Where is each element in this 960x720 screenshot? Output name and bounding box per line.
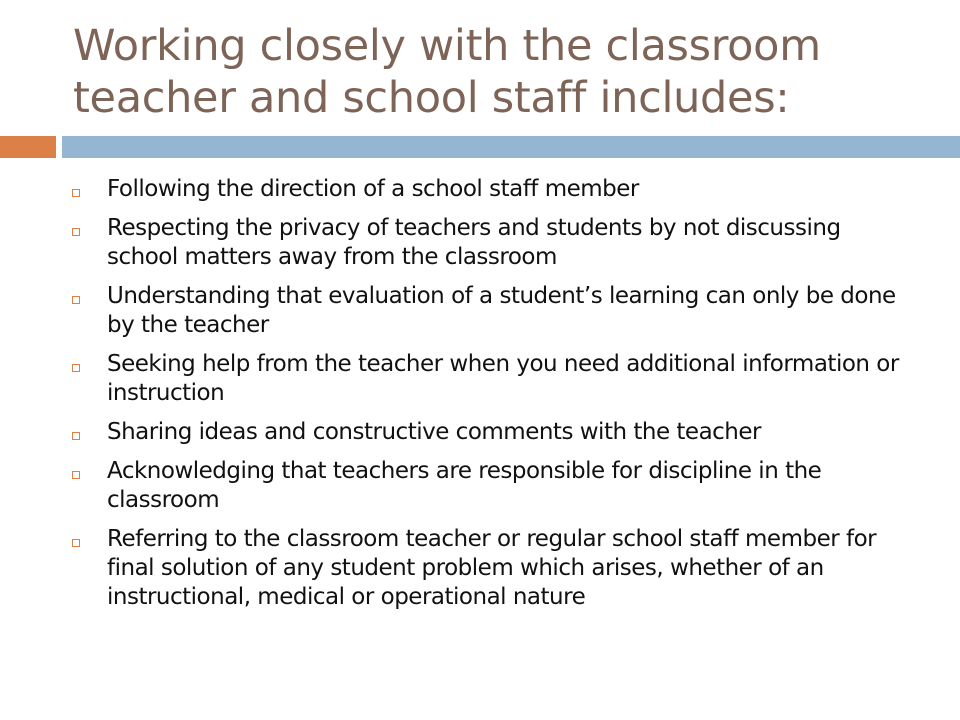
list-item: [72, 214, 912, 272]
bullet-list: [72, 175, 912, 622]
slide-title: [73, 20, 943, 124]
bullet-text: Referring to the classroom teacher or regular school staff member for final solution of any student problem which arises, whether of an instructional, medical or operational nature: [107, 526, 877, 610]
bullet-text: Understanding that evaluation of a student’s learning can only be done by the teacher: [107, 283, 896, 338]
title-accent-bar: [0, 136, 56, 158]
list-item: [72, 457, 912, 515]
hollow-square-bullet-icon: [72, 539, 80, 547]
bullet-text: Sharing ideas and constructive comments with the teacher: [107, 419, 761, 445]
hollow-square-bullet-icon: [72, 228, 80, 236]
list-item: [72, 175, 912, 204]
hollow-square-bullet-icon: [72, 471, 80, 479]
bullet-text: Acknowledging that teachers are responsible for discipline in the classroom: [107, 458, 822, 513]
list-item: [72, 350, 912, 408]
hollow-square-bullet-icon: [72, 296, 80, 304]
bullet-text: Respecting the privacy of teachers and students by not discussing school matters away from the classroom: [107, 215, 841, 270]
hollow-square-bullet-icon: [72, 189, 80, 197]
list-item: [72, 418, 912, 447]
slide-title-line: teacher and school staff includes:: [73, 73, 790, 123]
hollow-square-bullet-icon: [72, 364, 80, 372]
list-item: [72, 525, 912, 612]
list-item: [72, 282, 912, 340]
slide-title-line: Working closely with the classroom: [73, 21, 821, 71]
title-divider-bar: [62, 136, 960, 158]
bullet-text: Following the direction of a school staff member: [107, 176, 639, 202]
bullet-text: Seeking help from the teacher when you need additional information or instruction: [107, 351, 899, 406]
hollow-square-bullet-icon: [72, 432, 80, 440]
